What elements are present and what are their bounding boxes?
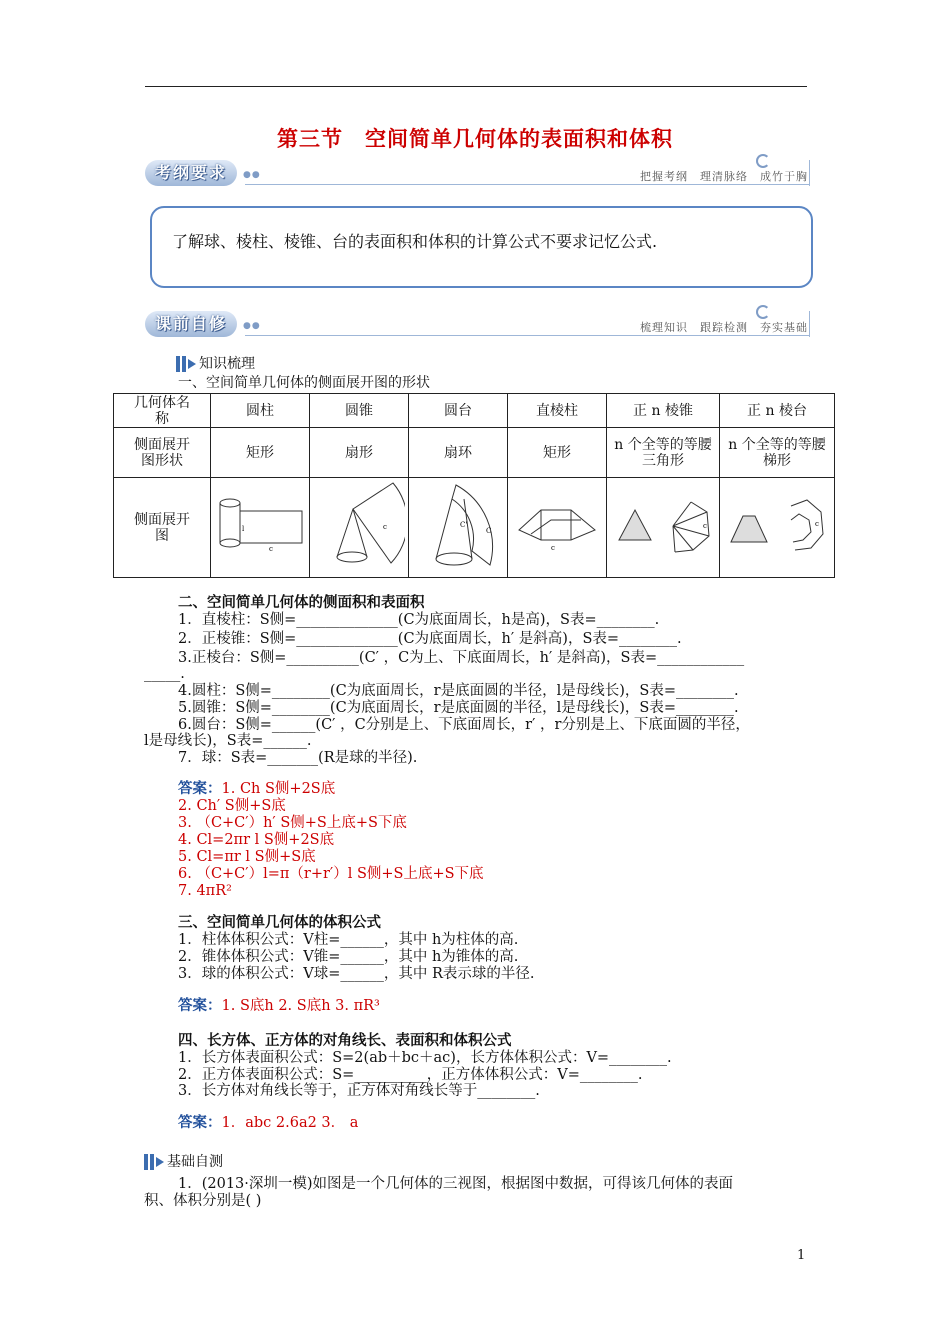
dots-decor: ●●	[243, 321, 261, 331]
s2-line: 3.正棱台：S侧=__________(C′ ，C为上、下底面周长，h′ 是斜高)，S表=____________	[178, 650, 745, 666]
frustum-pyramid-unfold-figure	[720, 478, 835, 578]
table-header-cell: 圆台	[409, 394, 508, 428]
self-test-heading: 基础自测	[144, 1154, 223, 1170]
svg-text:c: c	[269, 544, 273, 553]
svg-text:c: c	[383, 522, 387, 531]
banner-tab: 考纲要求	[145, 160, 237, 186]
table-cell: 扇形	[310, 428, 409, 478]
table-header-cell: 圆柱	[211, 394, 310, 428]
svg-text:c: c	[551, 543, 555, 552]
s3-line: 2．锥体体积公式：V锥=______，其中 h为锥体的高.	[178, 949, 519, 965]
page-number: 1	[797, 1248, 806, 1263]
table-row-label: 侧面展开图形状	[114, 428, 211, 478]
s2-answer-line: 2. Ch′ S侧+S底	[178, 798, 286, 814]
table-cell: 矩形	[508, 428, 607, 478]
table-header-cell: 正 n 棱锥	[607, 394, 720, 428]
s2-answer-line: 3. （C+C′）h′ S侧+S上底+S下底	[178, 815, 407, 831]
unfold-table	[113, 393, 835, 578]
banner-line	[245, 184, 810, 185]
section2-heading: 二、空间简单几何体的侧面积和表面积	[178, 594, 425, 611]
s2-line: 1．直棱柱：S侧=______________(C为底面周长，h是高)，S表=________.	[178, 612, 660, 628]
s2-answer-line: 6. （C+C′）l=π（r+r′）l S侧+S上底+S下底	[178, 866, 484, 882]
section1-heading: 一、空间简单几何体的侧面展开图的形状	[178, 375, 430, 391]
curl-icon	[756, 154, 770, 168]
s3-line: 1．柱体体积公式：V柱=______，其中 h为柱体的高.	[178, 932, 519, 948]
banner-vbar	[809, 160, 810, 186]
banner-right-text: 梳理知识 跟踪检测 夯实基础	[640, 321, 808, 334]
svg-text:l: l	[242, 524, 245, 533]
banner-line	[245, 335, 810, 336]
pyramid-unfold-figure	[607, 478, 720, 578]
banner-tab: 课前自修	[145, 311, 237, 337]
table-header-cell: 直棱柱	[508, 394, 607, 428]
s4-line: 1．长方体表面积公式：S=2(ab＋bc＋ac)，长方体体积公式：V=________.	[178, 1050, 672, 1066]
banner-right-text: 把握考纲 理清脉络 成竹于胸	[640, 170, 808, 183]
section-marker-icon	[176, 356, 196, 372]
s2-line: 7．球：S表=_______(R是球的半径).	[178, 750, 418, 766]
s2-line: 6.圆台：S侧=______(C′ ，C分别是上、下底面周长，r′ ，r分别是上、下底面圆的半径，	[178, 717, 750, 733]
svg-text:C: C	[486, 526, 492, 535]
table-header-cell: 几何体名称	[114, 394, 211, 428]
banner-preview	[145, 311, 810, 341]
section4-heading: 四、长方体、正方体的对角线长、表面积和体积公式	[178, 1032, 512, 1049]
frustum-unfold-figure	[409, 478, 508, 578]
banner-syllabus	[145, 160, 810, 190]
s2-line: 5.圆锥：S侧=________(C为底面周长，r是底面圆的半径，l是母线长)，S表=________.	[178, 700, 739, 716]
s2-line: 2．正棱锥：S侧=______________(C为底面周长，h′ 是斜高)，S表=________.	[178, 631, 682, 647]
table-cell: 扇环	[409, 428, 508, 478]
section3-heading: 三、空间简单几何体的体积公式	[178, 914, 381, 931]
banner-vbar	[809, 311, 810, 337]
cone-unfold-figure	[310, 478, 409, 578]
dots-decor: ●●	[243, 170, 261, 180]
s3-line: 3．球的体积公式：V球=______，其中 R表示球的半径.	[178, 966, 535, 982]
s2-answer-line: 5. Cl=πr l S侧+S底	[178, 849, 316, 865]
prism-unfold-figure	[508, 478, 607, 578]
svg-text:c: c	[703, 521, 707, 530]
table-row-label: 侧面展开图	[114, 478, 211, 578]
top-rule	[145, 86, 807, 87]
svg-text:c: c	[815, 519, 819, 528]
section-marker-icon	[144, 1154, 164, 1170]
s2-answer-line: 4. Cl=2πr l S侧+2S底	[178, 832, 335, 848]
s2-line: l是母线长)，S表=______.	[144, 733, 312, 749]
s4-line: 3．长方体对角线长等于，正方体对角线长等于________.	[178, 1083, 540, 1099]
s4-line: 2．正方体表面积公式：S=__________，正方体体积公式：V=________.	[178, 1067, 643, 1083]
table-cell: n 个全等的等腰三角形	[607, 428, 720, 478]
s2-answer-line: 7. 4πR²	[178, 883, 232, 899]
requirement-text: 了解球、棱柱、棱锥、台的表面积和体积的计算公式不要求记忆公式.	[172, 232, 658, 251]
s2-answer-line: 答案：1. Ch S侧+2S底	[178, 780, 336, 797]
curl-icon	[756, 305, 770, 319]
s4-answer-line: 答案：1．abc 2.6a2 3． a	[178, 1114, 359, 1131]
question-line: 积、体积分别是( )	[144, 1193, 262, 1209]
knowledge-heading: 知识梳理	[176, 356, 255, 372]
table-header-cell: 正 n 棱台	[720, 394, 835, 428]
table-cell: 矩形	[211, 428, 310, 478]
s2-line: 4.圆柱：S侧=________(C为底面周长，r是底面圆的半径，l是母线长)，S表=________.	[178, 683, 739, 699]
s2-line: _____.	[144, 666, 185, 682]
table-header-cell: 圆锥	[310, 394, 409, 428]
cylinder-unfold-figure	[211, 478, 310, 578]
svg-text:C': C'	[460, 520, 468, 529]
question-line: 1．(2013·深圳一模)如图是一个几何体的三视图，根据图中数据，可得该几何体的表面	[178, 1176, 734, 1192]
s3-answer-line: 答案：1. S底h 2. S底h 3. πR³	[178, 997, 380, 1014]
table-cell: n 个全等的等腰梯形	[720, 428, 835, 478]
page-title: 第三节 空间简单几何体的表面积和体积	[277, 127, 673, 151]
